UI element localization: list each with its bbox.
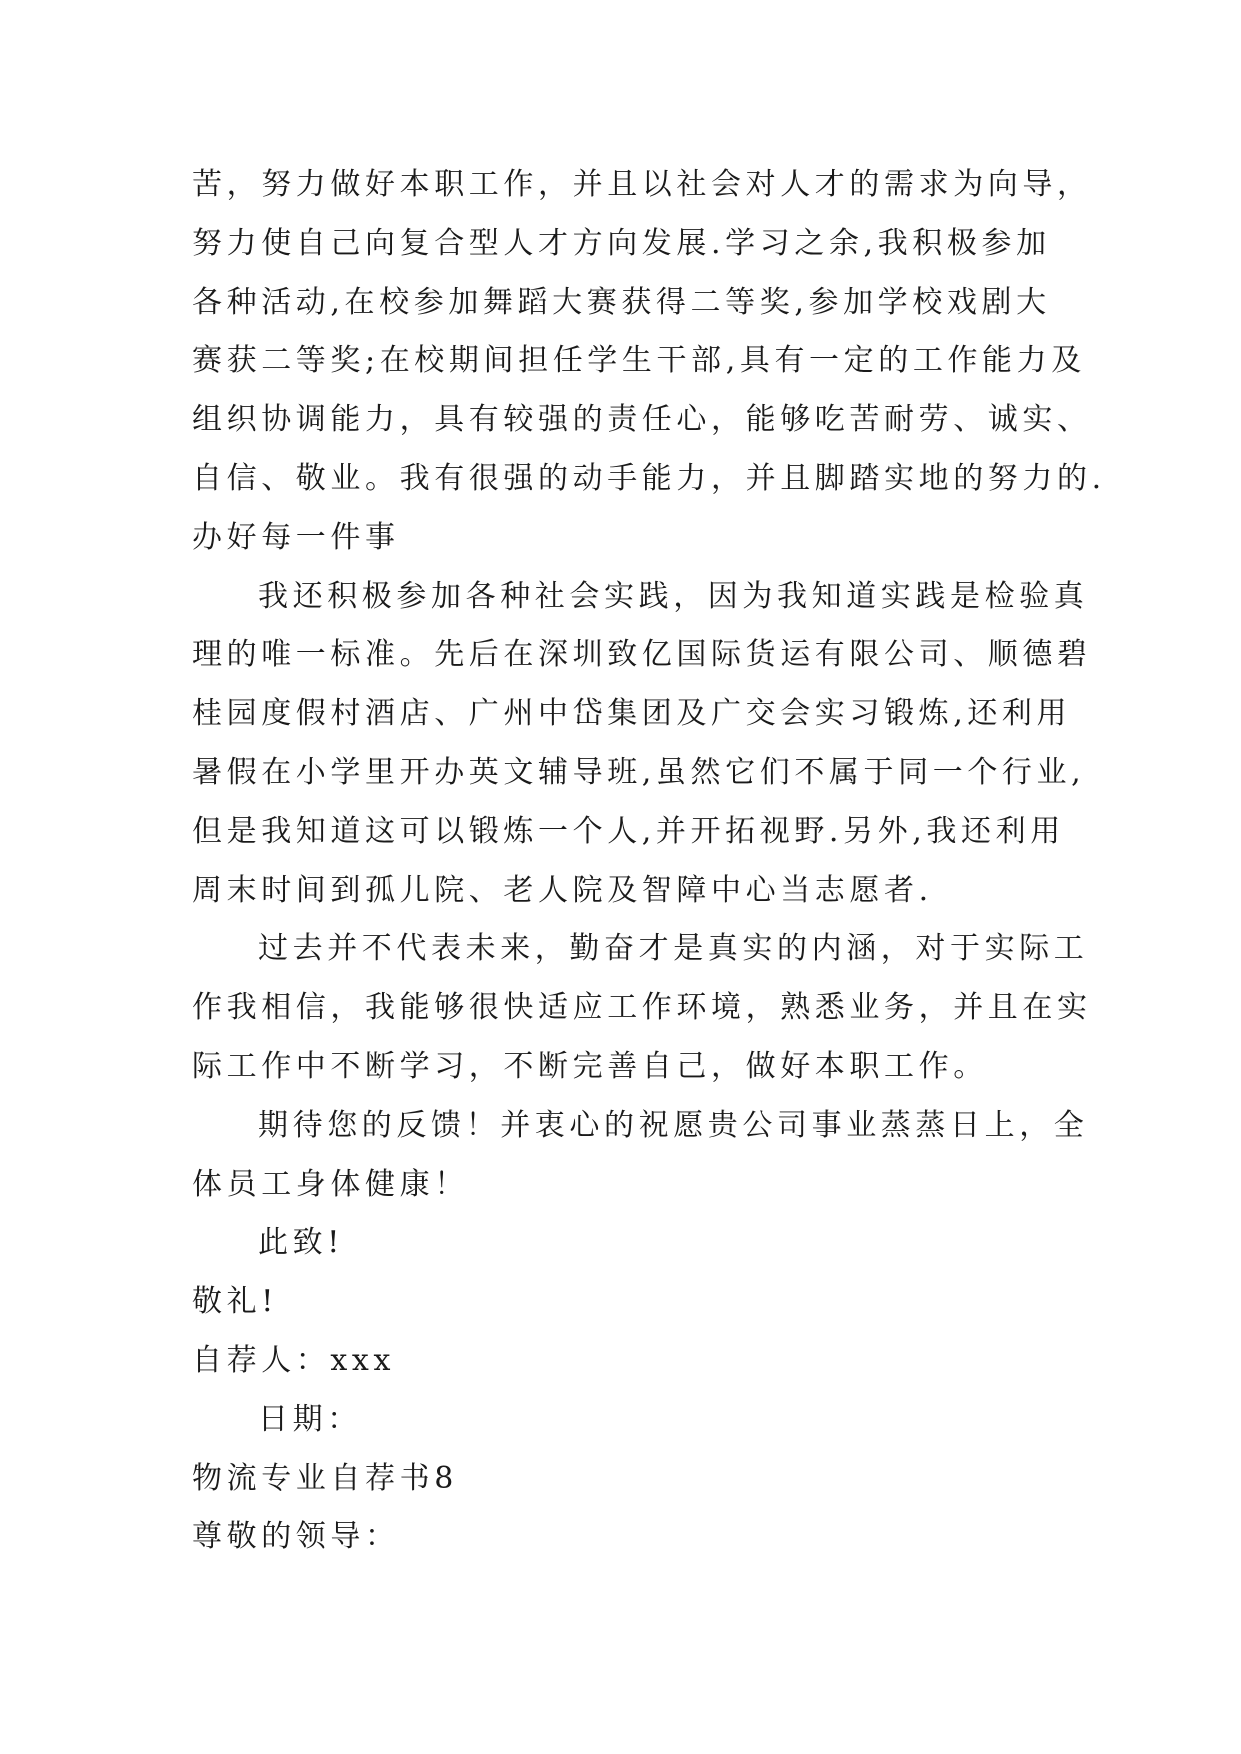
text-line: 但是我知道这可以锻炼一个人,并开拓视野.另外,我还利用 xyxy=(192,813,1065,849)
greeting-line: 尊敬的领导： xyxy=(192,1519,400,1555)
signature-line: 自荐人：xxx xyxy=(192,1342,395,1378)
paragraph-start-line: 期待您的反馈！并衷心的祝愿贵公司事业蒸蒸日上，全 xyxy=(258,1107,1089,1143)
text-line: 赛获二等奖;在校期间担任学生干部,具有一定的工作能力及 xyxy=(192,343,1086,379)
letter-body xyxy=(192,156,1106,1567)
text-line: 努力使自己向复合型人才方向发展.学习之余,我积极参加 xyxy=(192,225,1051,261)
text-line: 桂园度假村酒店、广州中岱集团及广交会实习锻炼,还利用 xyxy=(192,696,1072,732)
text-line: 体员工身体健康！ xyxy=(192,1166,469,1202)
text-line: 组织协调能力，具有较强的责任心，能够吃苦耐劳、诚实、 xyxy=(192,402,1092,438)
text-line: 理的唯一标准。先后在深圳致亿国际货运有限公司、顺德碧 xyxy=(192,637,1092,673)
date-line: 日期： xyxy=(258,1401,362,1437)
text-line: 周末时间到孤儿院、老人院及智障中心当志愿者. xyxy=(192,872,933,908)
section-title: 物流专业自荐书8 xyxy=(192,1460,458,1496)
text-line: 自信、敬业。我有很强的动手能力，并且脚踏实地的努力的. xyxy=(192,460,1106,496)
text-line: 际工作中不断学习，不断完善自己，做好本职工作。 xyxy=(192,1048,988,1084)
closing-regards: 敬礼! xyxy=(192,1284,278,1320)
text-line: 办好每一件事 xyxy=(192,519,400,555)
paragraph-start-line: 我还积极参加各种社会实践，因为我知道实践是检验真 xyxy=(258,578,1089,614)
text-line: 暑假在小学里开办英文辅导班,虽然它们不属于同一个行业, xyxy=(192,754,1086,790)
paragraph-start-line: 过去并不代表未来，勤奋才是真实的内涵，对于实际工 xyxy=(258,931,1089,967)
closing-salutation: 此致! xyxy=(258,1225,344,1261)
text-line: 苦，努力做好本职工作，并且以社会对人才的需求为向导， xyxy=(192,167,1092,202)
text-line: 各种活动,在校参加舞蹈大赛获得二等奖,参加学校戏剧大 xyxy=(192,284,1051,320)
text-line: 作我相信，我能够很快适应工作环境，熟悉业务，并且在实 xyxy=(192,990,1092,1026)
